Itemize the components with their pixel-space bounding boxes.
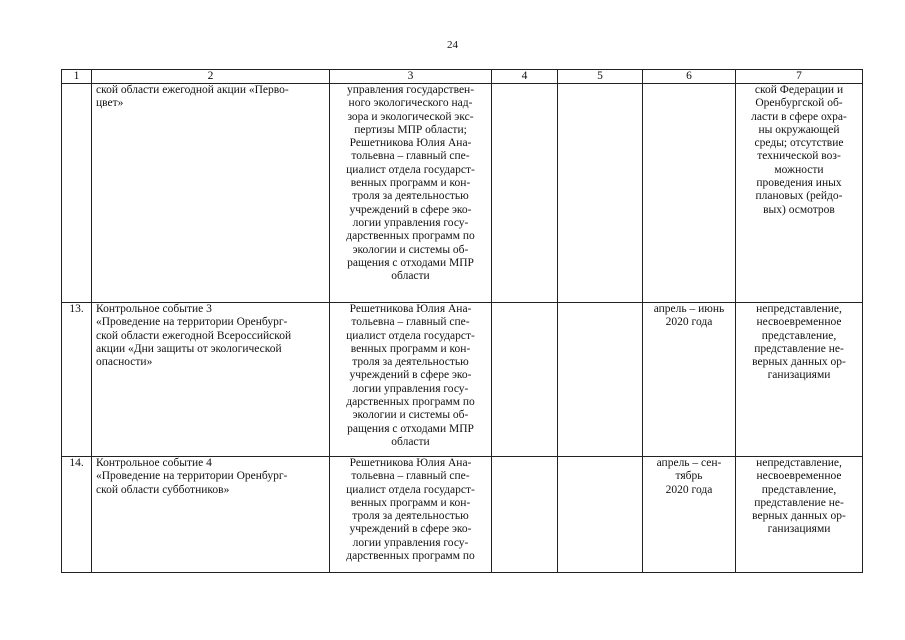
column-header: 1: [62, 70, 92, 84]
plan-table: [61, 69, 863, 573]
table-row: [62, 303, 863, 457]
empty-cell: [558, 457, 643, 573]
row-number: 13.: [69, 303, 84, 315]
responsible-cell: [330, 457, 492, 573]
empty-cell: [558, 84, 643, 303]
responsible-text: Решетникова Юлия Ана- тольевна – главный спе- циалист отдела государст- венных программ и кон- троля за деятельностью учреждений в сфере эко- логии управления госу- дарственных программ по: [346, 457, 475, 563]
row-number-cell: [62, 303, 92, 457]
risk-cell: [736, 303, 863, 457]
column-header: 3: [330, 70, 492, 84]
period-cell: [643, 303, 736, 457]
responsible-cell: [330, 303, 492, 457]
column-numbers-row: [62, 70, 863, 84]
page-number: 24: [447, 39, 458, 51]
row-number-cell: [62, 457, 92, 573]
risk-cell: [736, 84, 863, 303]
column-header: 5: [558, 70, 643, 84]
row-number-cell: [62, 84, 92, 303]
row-number: 14.: [69, 457, 84, 469]
risk-text: непредставление, несвоевременное представление, представление не- верных данных ор- ганизациями: [752, 457, 846, 536]
period-cell: [643, 457, 736, 573]
risk-text: ской Федерации и Оренбургской об- ласти в сфере охра- ны окружающей среды; отсутствие технической воз- можности проведения иных плановых (рейдо- вых) осмотров: [751, 84, 847, 216]
table-row: [62, 457, 863, 573]
event-cell: [92, 84, 330, 303]
period-cell: [643, 84, 736, 303]
event-text: Контрольное событие 4 «Проведение на территории Оренбург- ской области субботников»: [96, 457, 288, 496]
empty-cell: [492, 457, 558, 573]
event-text: Контрольное событие 3 «Проведение на территории Оренбург- ской области ежегодной Всероссийской акции «Дни защиты от экологической опасности»: [96, 303, 292, 369]
column-header: 2: [92, 70, 330, 84]
column-header: 6: [643, 70, 736, 84]
period-text: апрель – сен- тябрь 2020 года: [656, 457, 722, 496]
column-header: 4: [492, 70, 558, 84]
event-cell: [92, 457, 330, 573]
responsible-text: Решетникова Юлия Ана- тольевна – главный спе- циалист отдела государст- венных программ и кон- троля за деятельностью учреждений в сфере эко- логии управления госу- дарственных программ по экологии и системы об- ращения с отходами МПР области: [346, 303, 475, 448]
event-cell: [92, 303, 330, 457]
empty-cell: [492, 84, 558, 303]
empty-cell: [492, 303, 558, 457]
table-row: [62, 84, 863, 303]
column-header: 7: [736, 70, 863, 84]
risk-cell: [736, 457, 863, 573]
event-text: ской области ежегодной акции «Перво- цвет»: [96, 84, 289, 110]
risk-text: непредставление, несвоевременное представление, представление не- верных данных ор- ганизациями: [752, 303, 846, 382]
empty-cell: [558, 303, 643, 457]
responsible-text: управления государствен- ного экологического над- зора и экологической экс- пертизы МПР области; Решетникова Юлия Ана- тольевна – главный спе- циалист отдела государст- венных программ и кон- троля за деятельностью учреждений в сфере эко- логии управления госу- дарственных программ по экологии и системы об- ращения с отходами МПР области: [346, 84, 475, 283]
period-text: апрель – июнь 2020 года: [653, 303, 725, 329]
responsible-cell: [330, 84, 492, 303]
